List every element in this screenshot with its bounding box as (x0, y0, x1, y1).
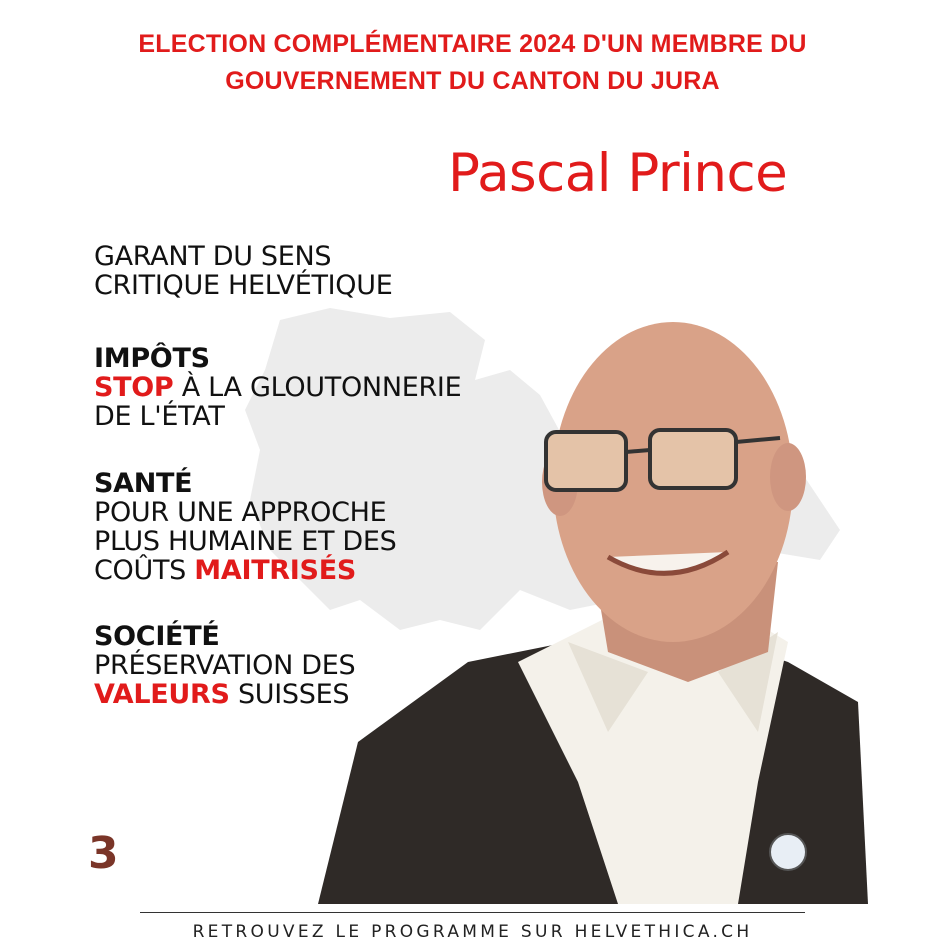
societe-line-2-rest: SUISSES (229, 679, 350, 710)
header-line-2: GOUVERNEMENT DU CANTON DU JURA (225, 67, 720, 95)
list-number: 3 (88, 828, 119, 879)
societe-line-1: PRÉSERVATION DES (94, 650, 356, 681)
tagline (94, 242, 393, 300)
footer-text: RETROUVEZ LE PROGRAMME SUR HELVETHICA.CH (192, 922, 753, 942)
impots-highlight: STOP (94, 372, 174, 403)
candidate-portrait (318, 312, 868, 904)
section-societe (94, 622, 355, 709)
tagline-line-2: CRITIQUE HELVÉTIQUE (94, 270, 393, 301)
tagline-line-1: GARANT DU SENS (94, 241, 332, 272)
societe-line-2 (94, 680, 355, 709)
societe-title: SOCIÉTÉ (94, 621, 220, 652)
sante-line-3-pre: COÛTS (94, 555, 195, 586)
header-line-1: ELECTION COMPLÉMENTAIRE 2024 D'UN MEMBRE DU (138, 30, 807, 58)
footer-divider (140, 912, 805, 913)
impots-title: IMPÔTS (94, 343, 210, 374)
candidate-name: Pascal Prince (448, 143, 788, 204)
sante-line-1: POUR UNE APPROCHE (94, 497, 387, 528)
impots-line-2: DE L'ÉTAT (94, 401, 225, 432)
sante-highlight: MAITRISÉS (194, 555, 356, 586)
societe-highlight: VALEURS (94, 679, 230, 710)
election-header (0, 26, 945, 100)
impots-line-1-rest: À LA GLOUTONNERIE (173, 372, 462, 403)
sante-line-2: PLUS HUMAINE ET DES (94, 526, 397, 557)
sante-title: SANTÉ (94, 468, 193, 499)
